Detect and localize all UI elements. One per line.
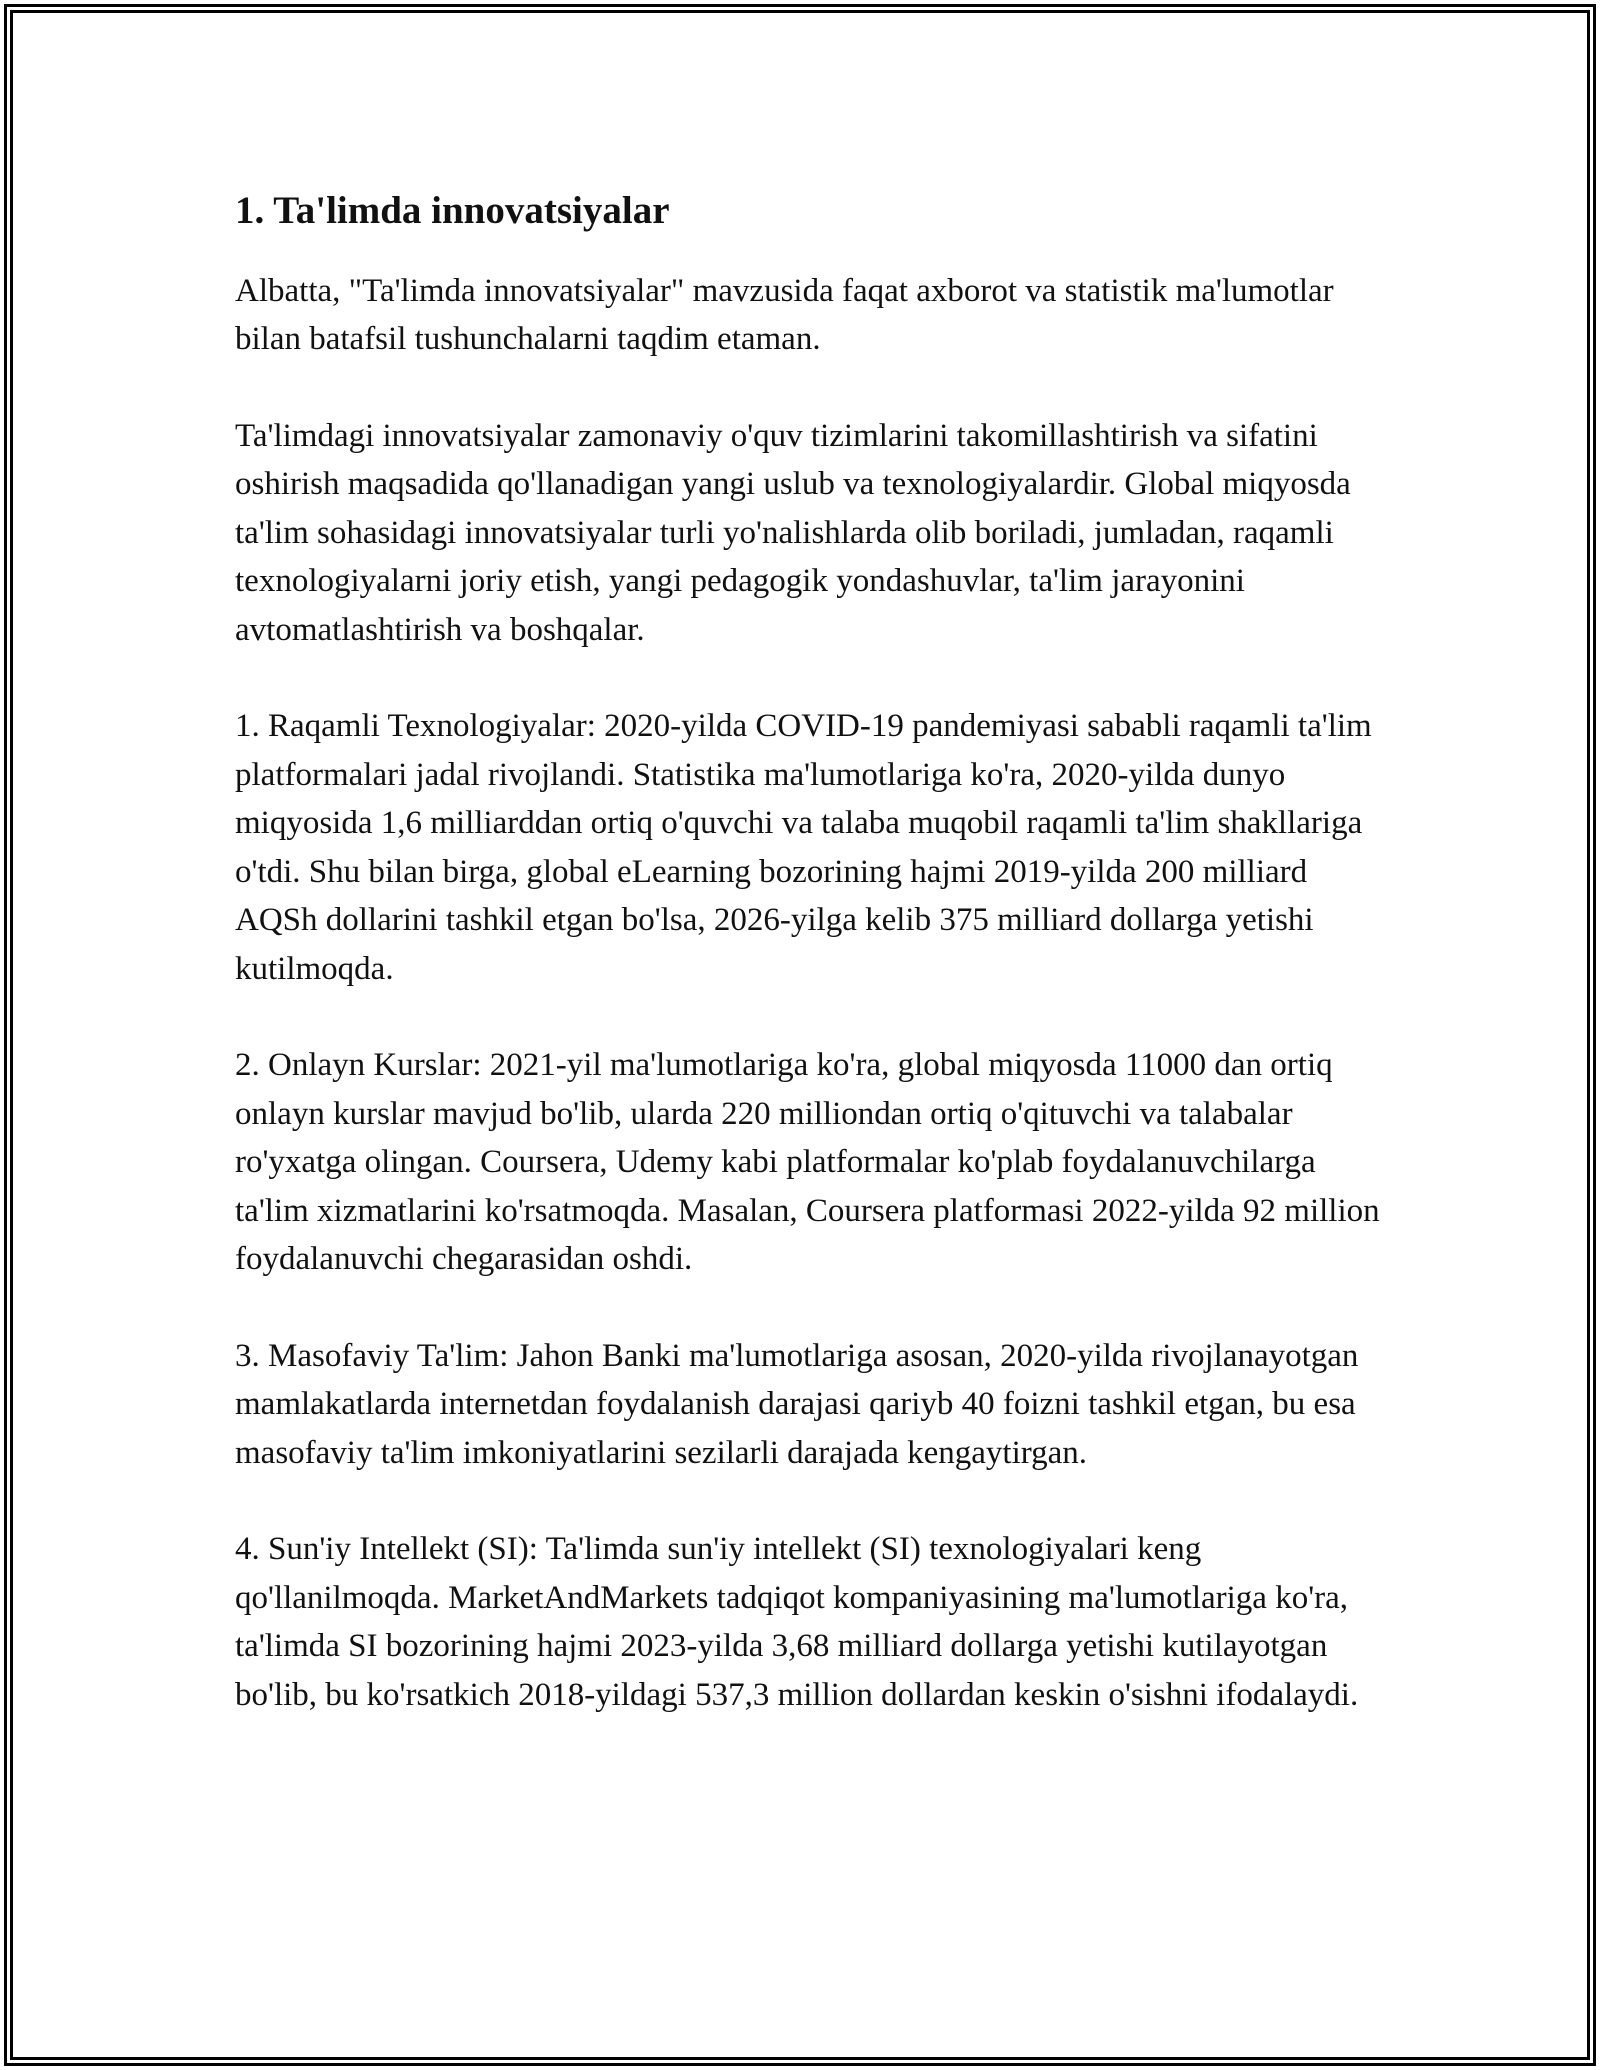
distance-learning-paragraph: 3. Masofaviy Ta'lim: Jahon Banki ma'lumotlariga asosan, 2020-yilda rivojlanayotgan mamlakatlarda internetdan foydalanish darajasi qariyb 40 foizni tashkil etgan, bu esa masofaviy ta'lim imkoniyatlarini sezilarli darajada kengaytirgan. [235, 1337, 1359, 1471]
digital-technologies-paragraph: 1. Raqamli Texnologiyalar: 2020-yilda COVID-19 pandemiyasi sababli raqamli ta'lim platformalari jadal rivojlandi. Statistika ma'lumotlariga ko'ra, 2020-yilda dunyo miqyosida 1,6 milliarddan ortiq o'quvchi va talaba muqobil raqamli ta'lim shakllariga o'tdi. Shu bilan birga, global eLearning bozorining hajmi 2019-yilda 200 milliard AQSh dollarini tashkil etgan bo'lsa, 2026-yilga kelib 375 milliard dollarga yetishi kutilmoqda. [235, 708, 1372, 987]
definition-paragraph: Ta'limdagi innovatsiyalar zamonaviy o'quv tizimlarini takomillashtirish va sifatini oshirish maqsadida qo'llanadigan yangi uslub va texnologiyalardir. Global miqyosda ta'lim sohasidagi innovatsiyalar turli yo'nalishlarda olib boriladi, jumladan, raqamli texnologiyalarni joriy etish, yangi pedagogik yondashuvlar, ta'lim jarayonini avtomatlashtirish va boshqalar. [235, 417, 1351, 648]
online-courses-paragraph: 2. Onlayn Kurslar: 2021-yil ma'lumotlariga ko'ra, global miqyosda 11000 dan ortiq onlayn kurslar mavjud bo'lib, ularda 220 milliondan ortiq o'qituvchi va talabalar ro'yxatga olingan. Coursera, Udemy kabi platformalar ko'plab foydalanuvchilarga ta'lim xizmatlarini ko'rsatmoqda. Masalan, Coursera platformasi 2022-yilda 92 million foydalanuvchi chegarasidan oshdi. [235, 1047, 1380, 1278]
artificial-intelligence-paragraph: 4. Sun'iy Intellekt (SI): Ta'limda sun'iy intellekt (SI) texnologiyalari keng qo'llanilmoqda. MarketAndMarkets tadqiqot kompaniyasining ma'lumotlariga ko'ra, ta'limda SI bozorining hajmi 2023-yilda 3,68 milliard dollarga yetishi kutilayotgan bo'lib, bu ko'rsatkich 2018-yildagi 537,3 million dollardan keskin o'sishni ifodalaydi. [235, 1531, 1359, 1713]
page-title: 1. Ta'limda innovatsiyalar [235, 189, 670, 232]
document-body [235, 188, 1385, 1767]
intro-paragraph: Albatta, "Ta'limda innovatsiyalar" mavzusida faqat axborot va statistik ma'lumotlar bilan batafsil tushunchalarni taqdim etaman. [235, 272, 1334, 358]
